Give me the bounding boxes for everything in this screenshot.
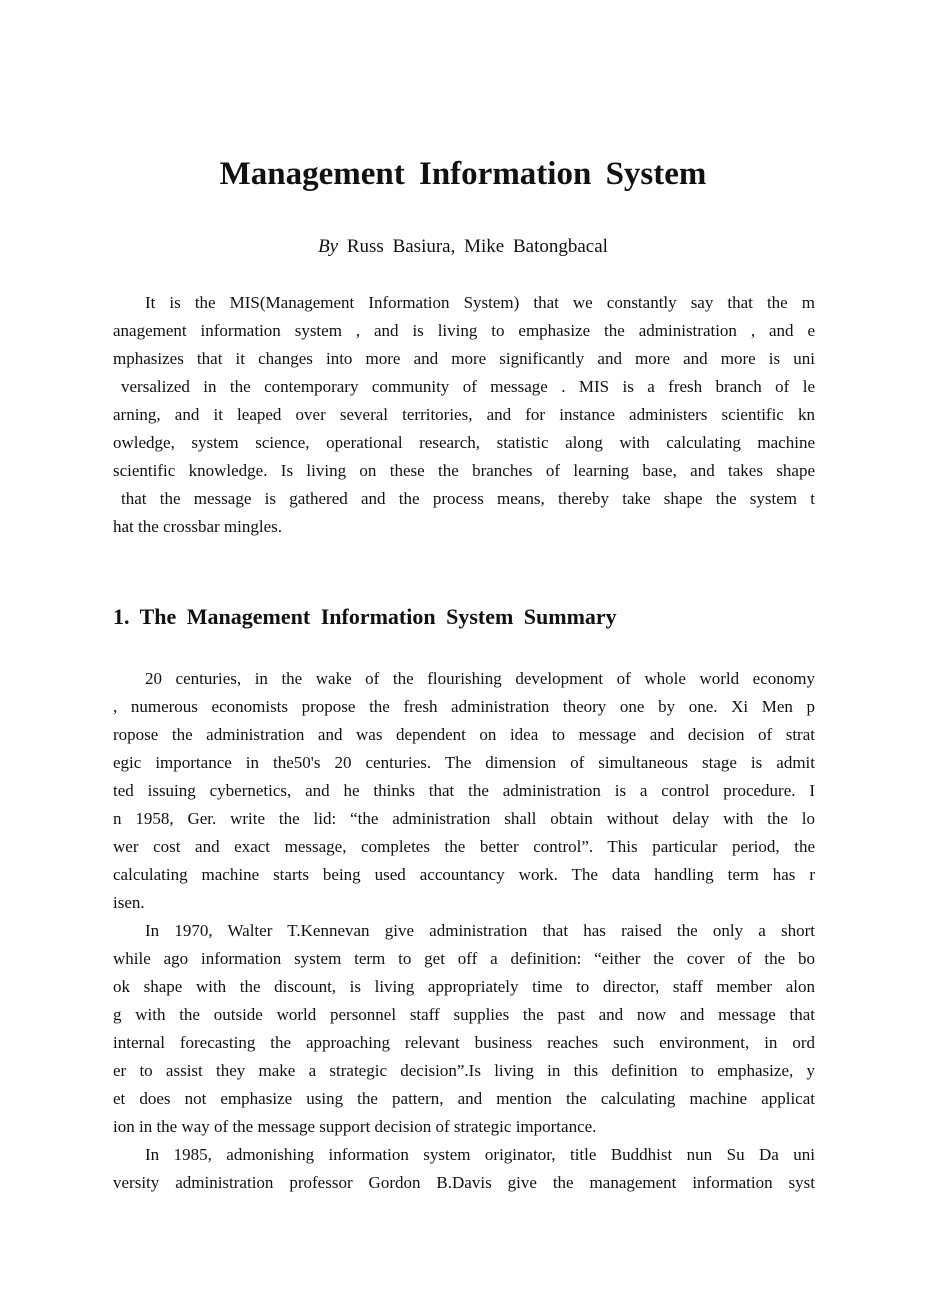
text-line: isen. [113,893,145,912]
text-line: 20 centuries, in the wake of the flourishing development of whole world economy [145,669,815,688]
text-line: that the message is gathered and the process means, thereby take shape the system t [121,489,815,508]
text-line: er to assist they make a strategic decision”.Is living in this definition to emphasize, y [113,1061,815,1080]
text-line: scientific knowledge. Is living on these the branches of learning base, and takes shape [113,461,815,480]
abstract-paragraph [113,289,815,541]
text-line: arning, and it leaped over several territories, and for instance administers scientific kn [113,405,815,424]
text-line: ropose the administration and was dependent on idea to message and decision of strat [113,725,815,744]
text-line: mphasizes that it changes into more and more significantly and more and more is uni [113,349,815,368]
text-line: wer cost and exact message, completes the better control”. This particular period, the [113,837,815,856]
text-line: ion in the way of the message support decision of strategic importance. [113,1117,597,1136]
text-line: versalized in the contemporary community of message . MIS is a fresh branch of le [121,377,815,396]
text-line: In 1970, Walter T.Kennevan give administration that has raised the only a short [145,921,815,940]
byline-by: By [318,236,339,257]
byline [0,233,926,261]
text-line: It is the MIS(Management Information System) that we constantly say that the m [145,293,815,312]
text-line: egic importance in the50's 20 centuries. The dimension of simultaneous stage is admit [113,753,815,772]
text-line: internal forecasting the approaching relevant business reaches such environment, in ord [113,1033,815,1052]
text-line: versity administration professor Gordon B.Davis give the management information syst [113,1173,815,1192]
byline-authors: Russ Basiura, Mike Batongbacal [346,236,608,257]
text-line: et does not emphasize using the pattern, and mention the calculating machine applicat [113,1089,815,1108]
section-heading: 1. The Management Information System Summary [113,604,617,629]
text-line: hat the crossbar mingles. [113,517,283,536]
text-line: , numerous economists propose the fresh administration theory one by one. Xi Men p [113,697,815,716]
text-line: calculating machine starts being used accountancy work. The data handling term has r [113,865,815,884]
text-line: ok shape with the discount, is living appropriately time to director, staff member alon [113,977,815,996]
document-title: Management Information System [219,156,707,192]
text-line: g with the outside world personnel staff supplies the past and now and message that [113,1005,815,1024]
text-line: ted issuing cybernetics, and he thinks that the administration is a control procedure. I [113,781,815,800]
text-line: anagement information system , and is living to emphasize the administration , and e [113,321,815,340]
text-line: while ago information system term to get off a definition: “either the cover of the bo [113,949,815,968]
section-body [113,665,815,1197]
text-line: n 1958, Ger. write the lid: “the administration shall obtain without delay with the lo [113,809,815,828]
text-line: owledge, system science, operational research, statistic along with calculating machine [113,433,815,452]
text-line: In 1985, admonishing information system originator, title Buddhist nun Su Da uni [145,1145,815,1164]
